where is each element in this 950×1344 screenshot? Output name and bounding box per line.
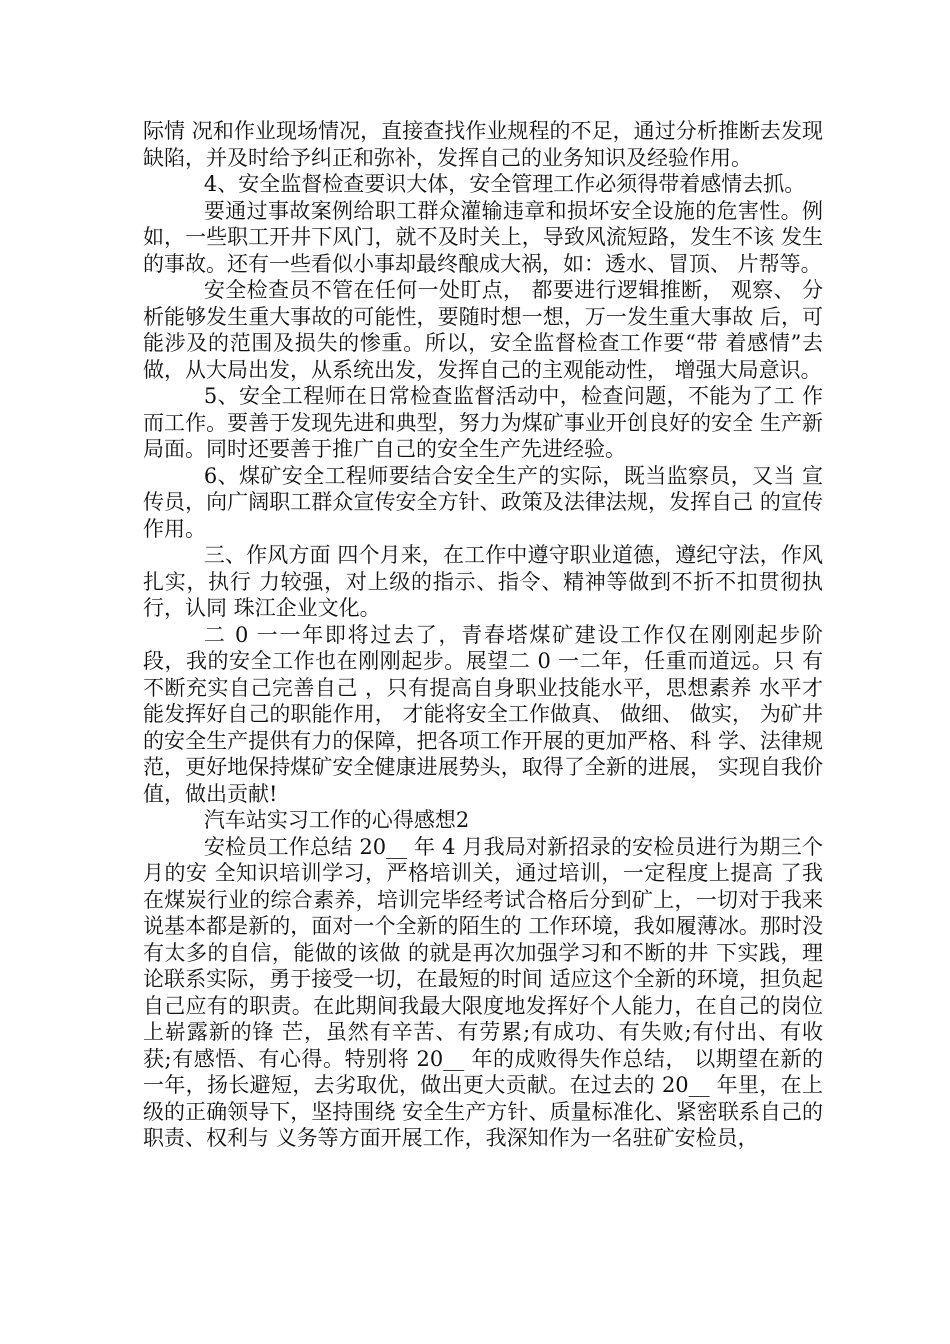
paragraph-9: 安检员工作总结 20__ 年 4 月我局对新招录的安检员进行为期三个月的安 全知识培训学习，严格培训关，通过培训，一定程度上提高 了我在煤炭行业的综合素养，培训完毕经考试合格后分到矿上，一切对于我来说基本都是新的，面对一个全新的陌生的 工作环境，我如履薄冰。那时没有太多的自信，能做的该做 的就是再次加强学习和不断的井 下实践，理论联系实际，勇于接受一切，在最短的时间 适应这个全新的环境，担负起自己应有的职责。在此期间我最大限度地发挥好个人能力，在自己的岗位上崭露新的锋 芒，虽然有辛苦、有劳累;有成功、有失败;有付出、有收 获;有感悟、有心得。特别将 20__ 年的成败得失作总结， 以期望在新的一年，扬长避短，去劣取优，做出更大贡献。在过去的 20__ 年里，在上级的正确领导下，坚持围绕 安全生产方针、质量标准化、紧密联系自己的职责、权利与 义务等方面开展工作，我深知作为一名驻矿安检员， bbox=[143, 834, 823, 1150]
paragraph-2: 4、安全监督检查要识大体，安全管理工作必须得带着感情去抓。 bbox=[203, 172, 806, 196]
paragraph-8: 二 0 一一年即将过去了，青春塔煤矿建设工作仅在刚刚起步阶 段，我的安全工作也在刚刚起步。展望二 0 一二年，任重而道远。只 有不断充实自己完善自己 ，只有提高自身职业技能水平，思想素养 水平才能发挥好自己的职能作用， 才能将安全工作做真、 做细、 做实， 为矿井的安全生产提供有力的保障，把各项工作开展的更加严格、科 学、法律规范，更好地保持煤矿安全健康进展势头，取得了全新的进展， 实现自我价值，做出贡献! bbox=[143, 622, 823, 806]
paragraph-7: 三、作风方面 四个月来，在工作中遵守职业道德，遵纪守法，作风扎实，执行 力较强，对上级的指示、指令、精神等做到不折不扣贯彻执行，认同 珠江企业文化。 bbox=[143, 543, 823, 620]
section-heading: 汽车站实习工作的心得感想2 bbox=[203, 808, 470, 832]
paragraph-1: 际情 况和作业现场情况，直接查找作业规程的不足，通过分析推断去发现 缺陷，并及时给予纠正和弥补，发挥自己的业务知识及经验作用。 bbox=[143, 119, 823, 170]
document-body bbox=[143, 118, 823, 1152]
paragraph-4: 安全检查员不管在任何一处盯点， 都要进行逻辑推断， 观察、 分析能够发生重大事故的可能性，要随时想一想，万一发生重大事故 后，可能涉及的范围及损失的惨重。所以，安全监督检查工作要“带 着感情”去做，从大局出发，从系统出发，发挥自己的主观能动性， 增强大局意识。 bbox=[143, 278, 823, 382]
paragraph-3: 要通过事故案例给职工群众灌输违章和损坏安全设施的危害性。例 如，一些职工开井下风门，就不及时关上，导致风流短路，发生不该 发生的事故。还有一些看似小事却最终酿成大祸，如：透水、冒顶、 片帮等。 bbox=[143, 198, 823, 276]
paragraph-5: 5、安全工程师在日常检查监督活动中，检查问题，不能为了工 作而工作。要善于发现先进和典型，努力为煤矿事业开创良好的安全 生产新局面。同时还要善于推广自己的安全生产先进经验。 bbox=[143, 384, 823, 461]
paragraph-6: 6、煤矿安全工程师要结合安全生产的实际，既当监察员，又当 宣传员，向广阔职工群众宣传安全方针、政策及法律法规，发挥自己 的宣传作用。 bbox=[143, 463, 823, 541]
